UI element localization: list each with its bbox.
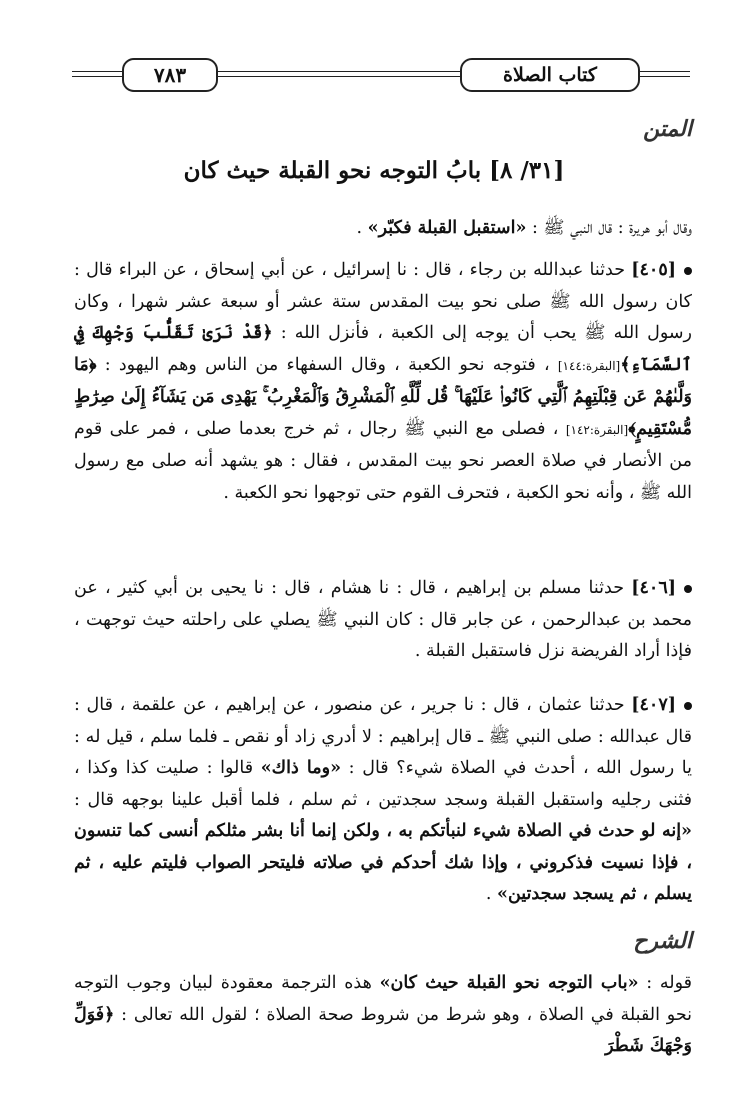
hadith-number: [٤٠٥] [631, 260, 676, 280]
quran-quote: ﴿فَوَلِّ وَجْهَكَ شَطْرَ [74, 1004, 692, 1056]
hadith-text: ، فتوجه نحو الكعبة ، وقال السفهاء من الناس وهم اليهود : [96, 354, 558, 375]
hadith-text: قالوا : صليت كذا وكذا ، فثنى رجليه واستقبل القبلة وسجد سجدتين ، ثم سلم ، فلما أقبل علينا بوجهه قال : [74, 758, 692, 810]
hadith-text: حدثنا عبدالله بن رجاء ، قال : نا إسرائيل ، عن أبي إسحاق ، عن البراء قال : كان رسول الله ﷺ صلى نحو بيت المقدس ستة عشر أو سبعة عشر شهرا ، وكان رسول الله ﷺ يحب أن يوجه إلى الكعبة ، فأنزل الله : [74, 260, 693, 343]
chapter-heading: [٣١/ ٨] بابُ التوجه نحو القبلة حيث كان [183, 157, 565, 184]
quran-reference: [البقرة:١٤٢] [565, 422, 629, 437]
quran-quote: ﴿مَا وَلَّىٰهُمْ عَن قِبْلَتِهِمُ ٱلَّتِي كَانُوا۟ عَلَيْهَا ۚ قُل لِّلَّهِ ٱلْمَشْرِقُ وَٱلْمَغْرِبُ ۚ يَهْدِى مَن يَشَآءُ إِلَىٰ صِرَٰطٍ مُّسْتَقِيمٍ﴾ [74, 354, 692, 439]
bullet-icon [684, 585, 692, 593]
sharh-text: قوله : [638, 973, 692, 993]
quran-quote: ﴿قَدْ نَرَىٰ تَقَلُّبَ وَجْهِكَ فِي ٱلسَّمَآءِ﴾ [74, 323, 692, 375]
prophet-quote: «وما ذاك» [260, 758, 342, 778]
intro-end: . [356, 218, 368, 238]
chapter-quote: «باب التوجه نحو القبلة حيث كان» [379, 973, 639, 993]
hadith-407 [74, 690, 692, 911]
hadith-text: حدثنا عثمان ، قال : نا جرير ، عن منصور ، عن إبراهيم ، عن علقمة ، قال : قال عبدالله : صلى النبي ﷺ ـ قال إبراهيم : لا أدري زاد أو نقص ـ فلما سلم ، قيل له : يا رسول الله ، أحدث في الصلاة شيء؟ قال : [74, 695, 692, 778]
sharh-label: الشرح [633, 928, 692, 954]
matn-label: المتن [643, 116, 692, 142]
page-number: ٧٨٣ [122, 58, 218, 92]
book-title: كتاب الصلاة [460, 58, 640, 92]
sharh-text: هذه الترجمة معقودة لبيان وجوب التوجه نحو القبلة في الصلاة ، وهو شرط من شروط صحة الصلاة ؛ لقول الله تعالى : [74, 973, 692, 1025]
prophet-quote: «إنه لو حدث في الصلاة شيء لنبأتكم به ، ولكن إنما أنا بشر مثلكم أنسى كما تنسون ، فإذا نسيت فذكروني ، وإذا شك أحدكم في صلاته فليتحر الصواب فليتم عليه ، ثم يسلم ، ثم يسجد سجدتين» [74, 821, 692, 904]
quran-reference: [البقرة:١٤٤] [557, 358, 621, 373]
bullet-icon [684, 702, 692, 710]
bullet-icon [684, 267, 692, 275]
hadith-number: [٤٠٧] [631, 695, 676, 715]
chapter-intro [74, 213, 692, 245]
page-header [72, 58, 690, 94]
hadith-405 [74, 255, 692, 509]
hadith-406 [74, 573, 692, 668]
intro-quote: «استقبل القبلة فكبّر» [367, 218, 527, 238]
sharh-paragraph [74, 968, 692, 1063]
hadith-text: حدثنا مسلم بن إبراهيم ، قال : نا هشام ، قال : نا يحيى بن أبي كثير ، عن محمد بن عبدالرحمن ، عن جابر قال : كان النبي ﷺ يصلي على راحلته حيث توجهت ، فإذا أراد الفريضة نزل فاستقبل القبلة . [74, 578, 692, 661]
hadith-text: ، فصلى مع النبي ﷺ رجال ، ثم خرج بعدما صلى ، فمر على قوم من الأنصار في صلاة العصر نحو بيت المقدس ، فقال : هو يشهد أنه صلى مع رسول الله ﷺ ، وأنه نحو الكعبة ، فتحرف القوم حتى توجهوا نحو الكعبة . [74, 418, 692, 503]
intro-text: وقال أبو هريرة : قال النبي ﷺ : [526, 218, 692, 238]
hadith-number: [٤٠٦] [631, 578, 676, 598]
hadith-text: . [485, 884, 498, 904]
